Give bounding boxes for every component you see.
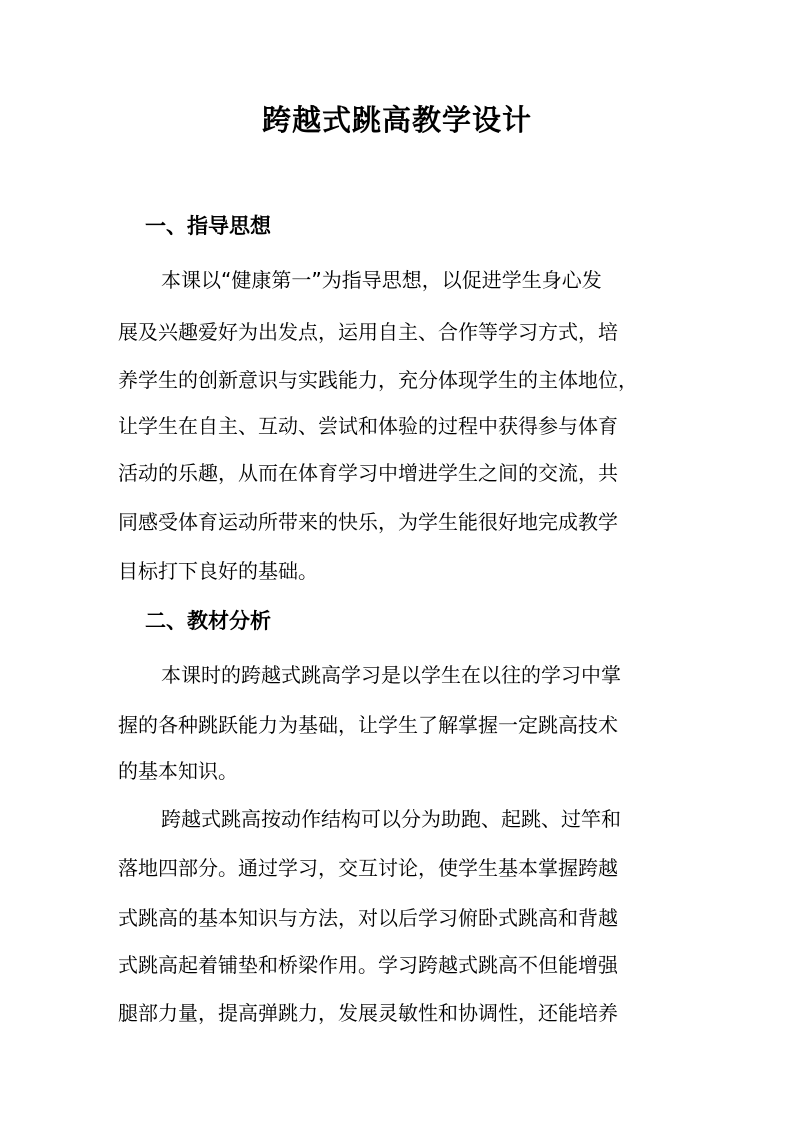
paragraph-line: 腿部力量，提高弹跳力，发展灵敏性和协调性，还能培养 <box>118 1001 618 1025</box>
paragraph-line: 跨越式跳高按动作结构可以分为助跑、起跳、过竿和 <box>161 807 621 831</box>
paragraph-line: 握的各种跳跃能力为基础，让学生了解掌握一定跳高技术 <box>118 713 618 737</box>
paragraph-line: 养学生的创新意识与实践能力，充分体现学生的主体地位， <box>118 368 638 392</box>
paragraph-line: 落地四部分。通过学习，交互讨论，使学生基本掌握跨越 <box>118 856 618 880</box>
paragraph-line: 目标打下良好的基础。 <box>118 559 318 583</box>
document-title: 跨越式跳高教学设计 <box>261 103 532 137</box>
paragraph-line: 活动的乐趣，从而在体育学习中增进学生之间的交流，共 <box>118 461 618 485</box>
section-heading-guiding-ideology: 一、指导思想 <box>145 214 271 238</box>
section-heading-material-analysis: 二、教材分析 <box>145 609 271 633</box>
paragraph-line: 让学生在自主、互动、尝试和体验的过程中获得参与体育 <box>118 414 618 438</box>
paragraph-line: 同感受体育运动所带来的快乐，为学生能很好地完成教学 <box>118 510 618 534</box>
paragraph-line: 式跳高的基本知识与方法，对以后学习俯卧式跳高和背越 <box>118 906 618 930</box>
paragraph-line: 式跳高起着铺垫和桥梁作用。学习跨越式跳高不但能增强 <box>118 953 618 977</box>
paragraph-line: 展及兴趣爱好为出发点，运用自主、合作等学习方式，培 <box>118 320 618 344</box>
paragraph-line: 本课以“健康第一”为指导思想，以促进学生身心发 <box>161 268 602 292</box>
paragraph-line: 本课时的跨越式跳高学习是以学生在以往的学习中掌 <box>161 663 621 687</box>
paragraph-line: 的基本知识。 <box>118 759 238 783</box>
